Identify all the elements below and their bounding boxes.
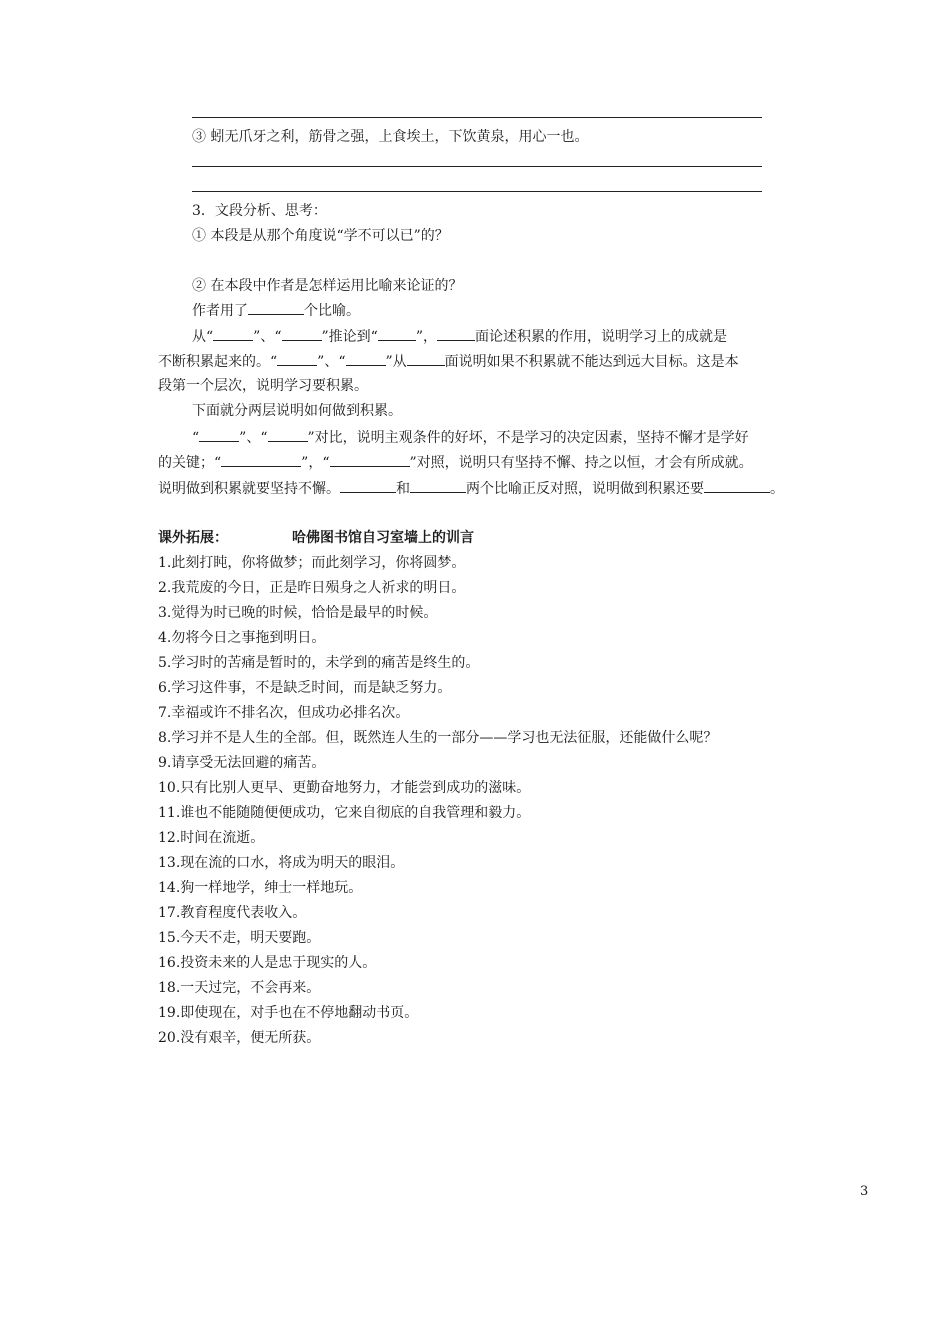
extension-title: 哈佛图书馆自习室墙上的训言	[292, 530, 474, 546]
fill-blank[interactable]	[277, 351, 317, 366]
fill-blank[interactable]	[199, 427, 239, 442]
list-item: 1.此刻打盹，你将做梦；而此刻学习，你将圆梦。	[158, 555, 466, 571]
answer-line	[192, 166, 762, 167]
list-item: 16.投资未来的人是忠于现实的人。	[158, 955, 377, 971]
list-item: 12.时间在流逝。	[158, 830, 265, 846]
paragraph-1-line-3: 段第一个层次，说明学习要积累。	[158, 378, 368, 394]
extension-label: 课外拓展：	[158, 530, 228, 546]
paragraph-3-line-2: 的关键；“ ”，“ ”对照，说明只有坚持不懈、持之以恒，才会有所成就。	[158, 452, 753, 472]
page-number: 3	[860, 1184, 869, 1199]
list-item: 19.即使现在，对手也在不停地翻动书页。	[158, 1005, 419, 1021]
list-item: 2.我荒废的今日，正是昨日殒身之人祈求的明日。	[158, 580, 466, 596]
paragraph-3-line-3: 说明做到积累就要坚持不懈。 和 两个比喻正反对照，说明做到积累还要 。	[158, 478, 784, 498]
list-item: 17.教育程度代表收入。	[158, 905, 307, 921]
list-item: 10.只有比别人更早、更勤奋地努力，才能尝到成功的滋味。	[158, 780, 531, 796]
list-item: 15.今天不走，明天要跑。	[158, 930, 321, 946]
list-item: 7.幸福或许不排名次，但成功必排名次。	[158, 705, 410, 721]
fill-blank[interactable]	[268, 427, 308, 442]
fill-blank[interactable]	[346, 351, 386, 366]
answer-line	[192, 191, 762, 192]
fill-blank[interactable]	[221, 452, 301, 467]
paragraph-2: 下面就分两层说明如何做到积累。	[192, 403, 402, 419]
list-item: 14.狗一样地学，绅士一样地玩。	[158, 880, 363, 896]
list-item: 9.请享受无法回避的痛苦。	[158, 755, 326, 771]
exercise-item-3: ③ 蚓无爪牙之利，筋骨之强，上食埃土，下饮黄泉，用心一也。	[192, 129, 589, 145]
list-item: 3.觉得为时已晚的时候，恰恰是最早的时候。	[158, 605, 438, 621]
list-item: 4.勿将今日之事拖到明日。	[158, 630, 326, 646]
list-item: 13.现在流的口水，将成为明天的眼泪。	[158, 855, 405, 871]
fill-blank[interactable]	[213, 326, 253, 341]
metaphor-count-line: 作者用了 个比喻。	[192, 300, 360, 320]
fill-blank[interactable]	[340, 478, 396, 493]
fill-blank[interactable]	[248, 300, 304, 315]
list-item: 5.学习时的苦痛是暂时的，未学到的痛苦是终生的。	[158, 655, 480, 671]
section-heading: 3．文段分析、思考：	[192, 203, 327, 219]
fill-blank[interactable]	[330, 452, 410, 467]
list-item: 18.一天过完，不会再来。	[158, 980, 321, 996]
paragraph-1-line-2: 不断积累起来的。“ ”、“ ”从 面说明如果不积累就不能达到远大目标。这是本	[158, 351, 739, 371]
fill-blank[interactable]	[704, 478, 770, 493]
fill-blank[interactable]	[410, 478, 466, 493]
question-2: ② 在本段中作者是怎样运用比喻来论证的？	[192, 278, 463, 294]
fill-blank[interactable]	[407, 351, 445, 366]
fill-blank[interactable]	[282, 326, 322, 341]
fill-blank[interactable]	[378, 326, 416, 341]
list-item: 8.学习并不是人生的全部。但，既然连人生的一部分——学习也无法征服，还能做什么呢？	[158, 730, 718, 746]
paragraph-1-line-1: 从“ ”、“ ”推论到“ ”， 面论述积累的作用，说明学习上的成就是	[192, 326, 727, 346]
question-1: ① 本段是从那个角度说“学不可以已”的？	[192, 228, 449, 244]
paragraph-3-line-1: “ ”、“ ”对比，说明主观条件的好坏，不是学习的决定因素，坚持不懈才是学好	[192, 427, 749, 447]
list-item: 6.学习这件事，不是缺乏时间，而是缺乏努力。	[158, 680, 452, 696]
fill-blank[interactable]	[437, 326, 475, 341]
list-item: 11.谁也不能随随便便成功，它来自彻底的自我管理和毅力。	[158, 805, 531, 821]
answer-line	[192, 117, 762, 118]
list-item: 20.没有艰辛，便无所获。	[158, 1030, 321, 1046]
